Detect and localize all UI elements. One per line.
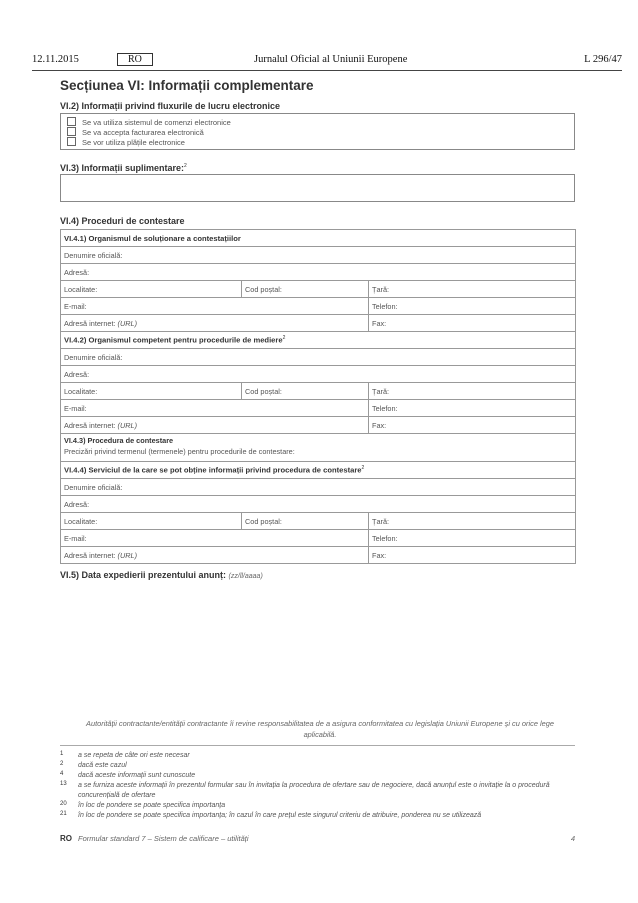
field-town[interactable]: Localitate:	[61, 513, 242, 530]
vi42-heading: VI.4.2) Organismul competent pentru procedurile de mediere$^2$	[61, 332, 576, 349]
vi43-text: Precizări privind termenul (termenele) pentru procedurile de contestare:	[64, 447, 295, 456]
header-journal-title: Jurnalul Oficial al Uniunii Europene	[254, 54, 408, 65]
option-e-invoicing: Se va accepta facturarea electronică	[67, 127, 204, 137]
field-official-name[interactable]: Denumire oficială:	[61, 479, 576, 496]
page-footer	[60, 834, 575, 843]
field-country[interactable]: Țară:	[369, 513, 576, 530]
field-email[interactable]: E-mail:	[61, 400, 369, 417]
vi4-heading: VI.4) Proceduri de contestare	[60, 216, 185, 226]
footnotes-divider	[60, 745, 575, 746]
footer-form-name: Formular standard 7 – Sistem de calificare – utilități	[78, 834, 249, 843]
field-country[interactable]: Țară:	[369, 281, 576, 298]
vi5-date-format: (zz/ll/aaaa)	[228, 573, 263, 580]
field-postal-code[interactable]: Cod poștal:	[242, 383, 369, 400]
field-email[interactable]: E-mail:	[61, 298, 369, 315]
header-page-ref: L 296/47	[584, 54, 622, 65]
field-official-name[interactable]: Denumire oficială:	[61, 349, 576, 366]
field-internet-address[interactable]: Adresă internet: (URL)	[61, 547, 369, 564]
field-postal-code[interactable]: Cod poștal:	[242, 281, 369, 298]
checkbox-e-invoicing[interactable]	[67, 127, 76, 136]
header-date: 12.11.2015	[32, 54, 79, 65]
section-title: Secțiunea VI: Informații complementare	[60, 78, 314, 93]
vi3-input-box[interactable]	[60, 174, 575, 202]
field-telephone[interactable]: Telefon:	[369, 530, 576, 547]
review-procedures-table	[60, 229, 576, 564]
field-fax[interactable]: Fax:	[369, 547, 576, 564]
field-address[interactable]: Adresă:	[61, 366, 576, 383]
header-lang-badge: RO	[117, 53, 153, 66]
field-telephone[interactable]: Telefon:	[369, 400, 576, 417]
vi3-heading: VI.3) Informații suplimentare:$^2$	[60, 163, 187, 173]
field-postal-code[interactable]: Cod poștal:	[242, 513, 369, 530]
vi43-block[interactable]	[61, 434, 576, 462]
field-internet-address[interactable]: Adresă internet: (URL)	[61, 315, 369, 332]
vi2-heading: VI.2) Informații privind fluxurile de lucru electronice	[60, 101, 281, 111]
field-town[interactable]: Localitate:	[61, 383, 242, 400]
option-e-payment: Se vor utiliza plățile electronice	[67, 137, 185, 147]
field-country[interactable]: Țară:	[369, 383, 576, 400]
footer-page-number: 4	[570, 834, 575, 843]
vi44-heading: VI.4.4) Serviciul de la care se pot obține informații privind procedura de contestare$^2$	[61, 462, 576, 479]
footer-lang: RO	[60, 834, 72, 843]
field-address[interactable]: Adresă:	[61, 264, 576, 281]
header-divider	[32, 70, 622, 71]
field-town[interactable]: Localitate:	[61, 281, 242, 298]
option-e-ordering: Se va utiliza sistemul de comenzi electronice	[67, 117, 231, 127]
vi43-heading: VI.4.3) Procedura de contestare	[64, 436, 174, 445]
vi41-heading: VI.4.1) Organismul de soluționare a contestațiilor	[61, 230, 576, 247]
journal-header	[32, 54, 622, 70]
field-official-name[interactable]: Denumire oficială:	[61, 247, 576, 264]
field-fax[interactable]: Fax:	[369, 417, 576, 434]
checkbox-e-ordering[interactable]	[67, 117, 76, 126]
field-email[interactable]: E-mail:	[61, 530, 369, 547]
vi2-options-box	[60, 113, 575, 150]
field-telephone[interactable]: Telefon:	[369, 298, 576, 315]
checkbox-e-payment[interactable]	[67, 137, 76, 146]
responsibility-note: Autorității contractante/entității contractante îi revine responsabilitatea de a asigura conformitatea cu legislația Uniunii Europene și cu orice lege aplicabilă.	[86, 719, 554, 739]
field-address[interactable]: Adresă:	[61, 496, 576, 513]
field-fax[interactable]: Fax:	[369, 315, 576, 332]
vi5-heading: VI.5) Data expedierii prezentului anunț: (zz/ll/aaaa)	[60, 570, 263, 580]
field-internet-address[interactable]: Adresă internet: (URL)	[61, 417, 369, 434]
